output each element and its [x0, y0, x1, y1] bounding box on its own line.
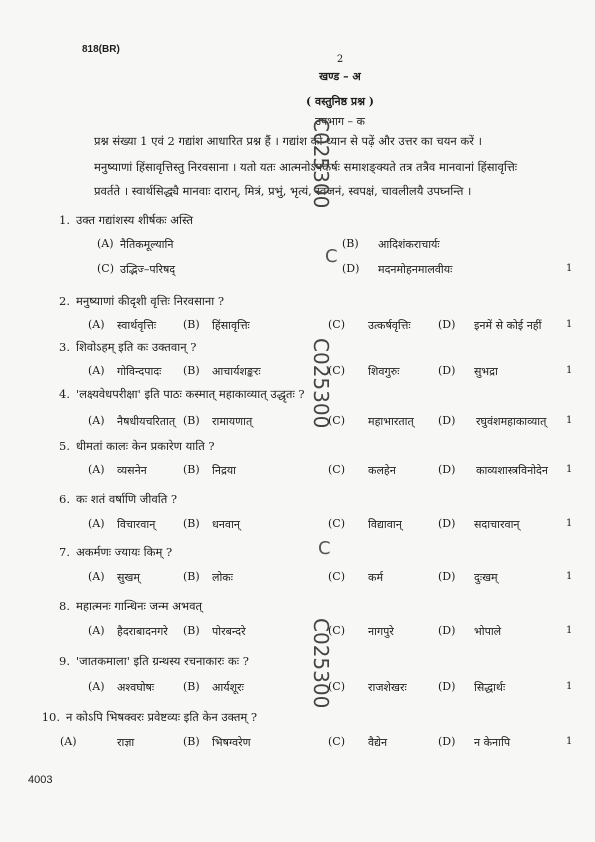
option-text: काव्यशास्त्रविनोदेन [476, 464, 548, 477]
question-number: 9. [59, 654, 70, 668]
option-text: लोकः [212, 571, 233, 584]
option-label: (A) [88, 318, 105, 331]
option-text: नैषधीयचरितात् [117, 415, 176, 428]
option-label: (C) [328, 680, 345, 693]
option-text: धनवान् [212, 518, 240, 531]
option-label: (A) [60, 735, 77, 748]
question-marks: 1 [566, 319, 573, 330]
option-label: (C) [328, 318, 345, 331]
option-label: (A) [88, 463, 105, 476]
option-text: कलहेन [368, 464, 396, 477]
section-subtitle: ( वस्तुनिष्ठ प्रश्न ) [305, 95, 375, 108]
option-text: आर्यशूरः [212, 681, 244, 694]
question-text: उक्त गद्यांशस्य शीर्षकः अस्ति [76, 213, 194, 227]
question-marks: 1 [566, 736, 573, 747]
question-marks: 1 [566, 518, 573, 529]
option-label: (D) [438, 463, 456, 476]
option-text: भोपाले [474, 625, 502, 638]
option-label: (A) [88, 414, 105, 427]
option-text: कर्म [368, 571, 384, 584]
watermark-letter: C [325, 246, 338, 267]
option-text: सदाचारवान् [474, 518, 520, 531]
option-text: इनमें से कोई नहीं [474, 319, 542, 332]
question-number: 1. [59, 213, 70, 227]
option-text: राज्ञा [117, 736, 135, 749]
question-marks: 1 [566, 681, 573, 692]
option-label: (D) [438, 570, 456, 583]
option-text: सिद्धार्थः [474, 681, 506, 694]
option-label: (C) [328, 364, 345, 377]
question-text: मनुष्याणां कीदृशी वृत्तिः निरवसाना ? [76, 294, 224, 308]
option-label: (D) [342, 262, 360, 275]
option-label: (D) [438, 680, 456, 693]
option-text: निद्रया [212, 464, 237, 477]
question-marks: 1 [566, 625, 573, 636]
question-number: 4. [59, 387, 70, 401]
option-label: (C) [328, 463, 345, 476]
option-text: नागपुरे [368, 625, 394, 638]
option-label: (D) [438, 624, 456, 637]
option-text: सुखम् [117, 571, 141, 584]
option-label: (C) [328, 624, 345, 637]
footer-code: 4003 [28, 774, 53, 786]
option-label: (B) [183, 517, 200, 530]
question-text: महात्मनः गान्धिनः जन्म अभवत् [76, 599, 203, 613]
option-label: (B) [183, 414, 200, 427]
option-text: न केनापि [474, 736, 511, 749]
paper-code: 818(BR) [82, 44, 120, 55]
option-label: (C) [328, 735, 345, 748]
question-number: 10. [41, 710, 60, 724]
option-label: (A) [88, 680, 105, 693]
question-text: कः शतं वर्षाणि जीवति ? [76, 492, 178, 506]
question-text: शिवोऽहम् इति कः उक्तवान् ? [76, 340, 197, 354]
question-number: 6. [59, 492, 70, 506]
option-label: (B) [183, 364, 200, 377]
option-label: (C) [328, 570, 345, 583]
option-text: रघुवंशमहाकाव्यात् [476, 415, 547, 428]
question-text: 'लक्ष्यवेधपरीक्षा' इति पाठः कस्मात् महाकाव्यात् उद्धृतः ? [76, 387, 305, 401]
passage-line: प्रवर्तते । स्वार्थसिद्ध्यै मानवाः दारान्, मित्रं, प्रभुं, भृत्यं, स्वजनं, स्वपक्षं, चावलीलयै उपघ्नन्ति । [94, 184, 472, 198]
question-marks: 1 [566, 365, 573, 376]
option-text: विचारवान् [117, 518, 156, 531]
option-label: (A) [97, 237, 114, 250]
question-marks: 1 [566, 571, 573, 582]
option-label: (A) [88, 364, 105, 377]
option-label: (B) [183, 570, 200, 583]
option-text: मदनमोहनमालवीयः [378, 263, 453, 276]
page-number: 2 [336, 54, 344, 65]
watermark-code: C025300 [309, 118, 333, 209]
option-text: राजशेखरः [368, 681, 407, 694]
option-label: (D) [438, 364, 456, 377]
option-text: स्वार्थवृत्तिः [117, 319, 157, 332]
question-number: 2. [59, 294, 70, 308]
option-label: (D) [438, 517, 456, 530]
option-label: (B) [183, 318, 200, 331]
option-label: (C) [328, 517, 345, 530]
option-text: शिवगुरुः [368, 365, 400, 378]
option-label: (B) [183, 680, 200, 693]
option-label: (A) [88, 517, 105, 530]
option-label: (C) [328, 414, 345, 427]
option-text: हैदराबादनगरे [117, 625, 168, 638]
option-label: (B) [183, 735, 200, 748]
subsection-title: उपभाग – क [315, 115, 365, 128]
question-text: न कोऽपि भिषक्वरः प्रवेष्टव्यः इति केन उक्तम् ? [66, 710, 258, 724]
watermark-code: C025300 [309, 338, 333, 429]
question-marks: 1 [566, 464, 573, 475]
option-text: पोरबन्दरे [212, 625, 246, 638]
option-text: उत्कर्षवृत्तिः [368, 319, 411, 332]
option-label: (B) [342, 237, 359, 250]
option-text: नैतिकमूल्यानि [120, 238, 174, 251]
option-text: सुभद्रा [474, 365, 498, 378]
option-text: गोविन्दपादः [117, 365, 162, 378]
option-text: व्यसनेन [117, 464, 147, 477]
option-label: (A) [88, 624, 105, 637]
question-number: 7. [59, 545, 70, 559]
option-text: भिषग्वरेण [212, 736, 251, 749]
watermark-code: C025300 [309, 618, 333, 709]
option-text: उद्भिज्‍–परिषद् [120, 263, 176, 276]
option-label: (B) [183, 624, 200, 637]
option-text: आचार्यशङ्करः [212, 365, 261, 378]
question-marks: 1 [566, 263, 573, 274]
question-text: अकर्मणः ज्यायः किम् ? [76, 545, 173, 559]
question-number: 3. [59, 340, 70, 354]
passage-line: मनुष्याणां हिंसावृत्तिस्तु निरवसाना । यतो यतः आत्मनोऽपकर्षः समाशङ्क्यते तत्र तत्रैव मानवानां हिंसावृत्तिः [94, 160, 518, 174]
question-text: धीमतां कालः केन प्रकारेण याति ? [76, 439, 215, 453]
option-text: वैद्येन [368, 736, 388, 749]
question-number: 5. [59, 439, 70, 453]
option-label: (D) [438, 735, 456, 748]
option-text: आदिशंकराचार्यः [378, 238, 440, 251]
instruction-text: प्रश्न संख्या 1 एवं 2 गद्यांश आधारित प्रश्न हैं । गद्यांश को ध्यान से पढ़ें और उत्तर का चयन करें । [94, 134, 482, 148]
option-label: (A) [88, 570, 105, 583]
question-marks: 1 [566, 415, 573, 426]
question-number: 8. [59, 599, 70, 613]
option-text: रामायणात् [212, 415, 253, 428]
option-text: अश्वघोषः [117, 681, 155, 694]
option-label: (D) [438, 318, 456, 331]
option-label: (B) [183, 463, 200, 476]
option-label: (D) [438, 414, 456, 427]
option-text: हिंसावृत्तिः [212, 319, 250, 332]
option-label: (C) [97, 262, 114, 275]
option-text: महाभारतात् [368, 415, 414, 428]
option-text: दुःखम् [474, 571, 498, 584]
question-text: 'जातकमाला' इति ग्रन्थस्य रचनाकारः कः ? [76, 654, 249, 668]
watermark-letter: C [318, 538, 331, 559]
section-title: खण्ड – अ [319, 70, 361, 83]
option-text: विद्यावान् [368, 518, 402, 531]
